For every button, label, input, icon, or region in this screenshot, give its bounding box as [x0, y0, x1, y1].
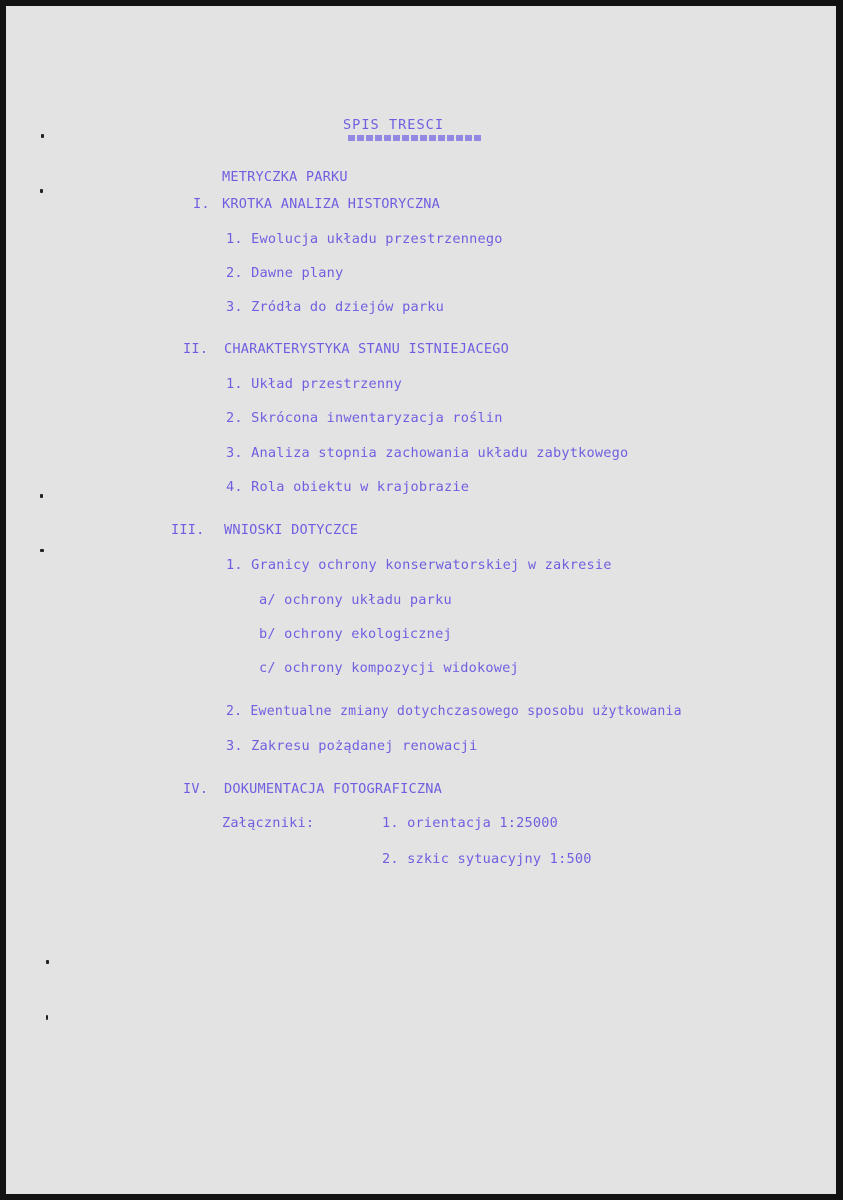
section-3-subitem-c: c/ ochrony kompozycji widokowej: [259, 660, 519, 676]
section-3-item-3: 3. Zakresu pożądanej renowacji: [226, 738, 478, 754]
section-2-item-3: 3. Analiza stopnia zachowania układu zabytkowego: [226, 445, 629, 461]
section-3-subitem-b: b/ ochrony ekologicznej: [259, 626, 452, 642]
section-1-item-3: 3. Zródła do dziejów parku: [226, 299, 444, 315]
section-4-heading: DOKUMENTACJA FOTOGRAFICZNA: [224, 781, 442, 797]
attachments-label: Załączniki:: [222, 815, 315, 831]
section-2-heading: CHARAKTERYSTYKA STANU ISTNIEJACEGO: [224, 341, 510, 357]
section-2-item-1: 1. Układ przestrzenny: [226, 376, 403, 392]
section-3-subitem-a: a/ ochrony układu parku: [259, 592, 452, 608]
page-title: SPIS TRESCI: [343, 117, 445, 133]
attachment-1: 1. orientacja 1:25000: [382, 815, 559, 831]
section-2-item-2: 2. Skrócona inwentaryzacja roślin: [226, 410, 503, 426]
section-3-number: III.: [171, 522, 205, 538]
scan-speck: [40, 189, 43, 193]
section-2-item-4: 4. Rola obiektu w krajobrazie: [226, 479, 470, 495]
section-3-item-2: 2. Ewentualne zmiany dotychczasowego sposobu użytkowania: [226, 704, 682, 719]
section-3-heading: WNIOSKI DOTYCZCE: [224, 522, 359, 538]
scan-speck: [41, 134, 44, 138]
section-1-heading: KROTKA ANALIZA HISTORYCZNA: [222, 196, 440, 212]
intro-heading: METRYCZKA PARKU: [222, 169, 348, 185]
scan-speck: [40, 494, 43, 498]
section-2-number: II.: [183, 341, 209, 357]
scan-speck: [46, 1015, 48, 1020]
attachment-2: 2. szkic sytuacyjny 1:500: [382, 851, 592, 867]
title-underline: [348, 135, 481, 141]
section-1-item-1: 1. Ewolucja układu przestrzennego: [226, 231, 503, 247]
section-1-item-2: 2. Dawne plany: [226, 265, 344, 281]
scan-speck: [46, 960, 49, 964]
section-4-number: IV.: [183, 781, 209, 797]
section-1-number: I.: [193, 196, 210, 212]
section-3-item-1: 1. Granicy ochrony konserwatorskiej w zakresie: [226, 557, 612, 573]
scan-speck: [40, 549, 44, 552]
